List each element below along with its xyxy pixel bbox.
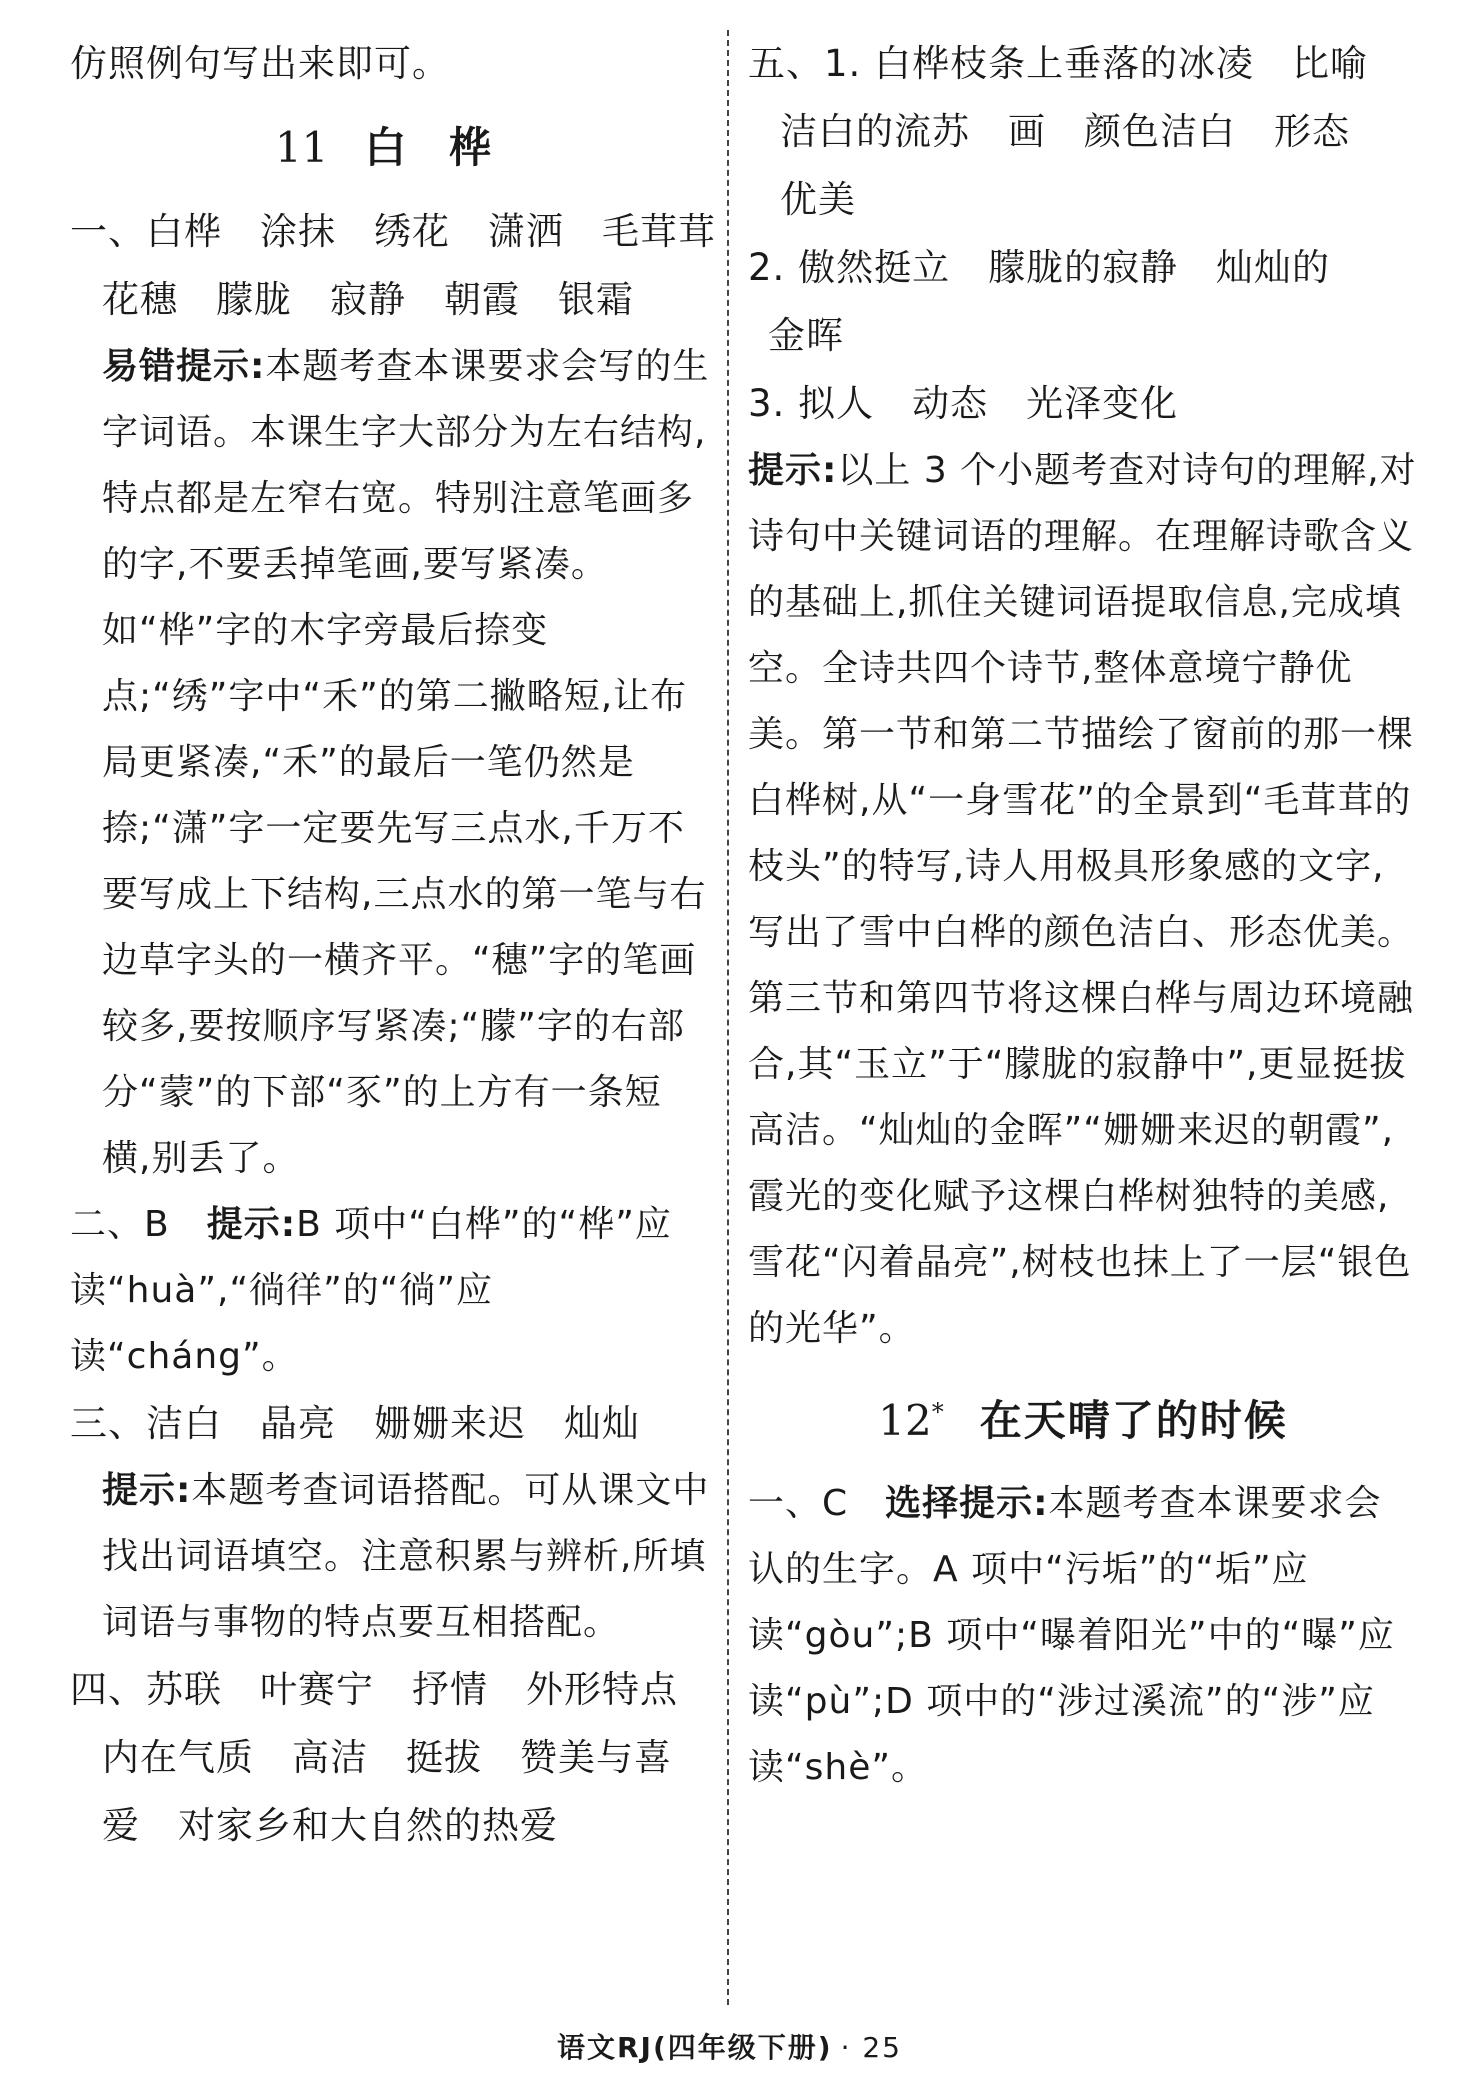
answer-prefix: 一、C <box>748 1483 886 1524</box>
answer-line: 金晖 <box>768 314 844 357</box>
lesson-star: * <box>931 1398 944 1426</box>
hint-label: 易错提示: <box>102 346 266 387</box>
page-number: · 25 <box>840 2031 902 2064</box>
question-12-1 <box>748 1471 1418 1801</box>
left-column <box>70 30 716 1860</box>
page-footer <box>0 2026 1459 2066</box>
answer-line: 三、洁白 晶亮 姗姗来迟 灿灿 <box>70 1402 640 1445</box>
question-2 <box>70 1192 710 1390</box>
answer-line: 3. 拟人 动态 光泽变化 <box>748 382 1179 425</box>
hint-label: 提示: <box>748 450 838 491</box>
lesson-number: 11 <box>274 123 329 172</box>
answer-prefix: 二、B <box>70 1204 207 1245</box>
lesson-12-title <box>748 1362 1418 1471</box>
answer-line: 洁白的流苏 画 颜色洁白 形态 <box>780 110 1350 153</box>
hint-text: 本题考查本课要求会写的生字词语。本课生字大部分为左右结构,特点都是左窄右宽。特别注意笔画多的字,不要丢掉笔画,要写紧凑。如“桦”字的木字旁最后捺变点;“绣”字中“禾”的第二撇略短,让布局更紧凑,“禾”的最后一笔仍然是捺;“潇”字一定要先写三点水,千万不要写成上下结构,三点水的第一笔与右边草字头的一横齐平。“穗”字的笔画较多,要按顺序写紧凑;“朦”字的右部分“蒙”的下部“豕”的上方有一条短横,别丢了。 <box>102 346 710 1179</box>
hint-paragraph <box>70 1458 710 1656</box>
column-divider <box>727 30 729 2005</box>
hint-text: 以上 3 个小题考查对诗句的理解,对诗句中关键词语的理解。在理解诗歌含义的基础上,抓住关键词语提取信息,完成填空。全诗共四个诗节,整体意境宁静优美。第一节和第二节描绘了窗前的那一棵白桦树,从“一身雪花”的全景到“毛茸茸的枝头”的特写,诗人用极具形象感的文字,写出了雪中白桦的颜色洁白、形态优美。第三节和第四节将这棵白桦与周边环境融合,其“玉立”于“朦胧的寂静中”,更显挺拔高洁。“灿灿的金晖”“姗姗来迟的朝霞”,霞光的变化赋予这棵白桦树独特的美感,雪花“闪着晶亮”,树枝也抹上了一层“银色的光华”。 <box>748 450 1417 1349</box>
question-1 <box>70 198 716 1192</box>
answer-line: 内在气质 高洁 挺拔 赞美与喜 <box>102 1736 672 1779</box>
question-3 <box>70 1390 710 1656</box>
answer-line: 2. 傲然挺立 朦胧的寂静 灿灿的 <box>748 246 1331 289</box>
answer-line: 优美 <box>780 178 856 221</box>
answer-line: 花穗 朦胧 寂静 朝霞 银霜 <box>102 278 634 321</box>
hint-label: 提示: <box>102 1470 192 1511</box>
book-label: 语文RJ(四年级下册) <box>556 2031 833 2064</box>
hint-paragraph <box>70 334 710 1192</box>
lesson-11-title <box>70 98 710 198</box>
answer-line: 爱 对家乡和大自然的热爱 <box>102 1804 558 1847</box>
lesson-name: 在天晴了的时候 <box>979 1396 1288 1445</box>
question-5 <box>748 30 1418 1362</box>
answer-line: 四、苏联 叶赛宁 抒情 外形特点 <box>70 1668 678 1711</box>
lesson-number <box>878 1396 943 1445</box>
hint-label: 选择提示: <box>885 1483 1049 1524</box>
answer-line: 五、1. 白桦枝条上垂落的冰凌 比喻 <box>748 42 1369 85</box>
hint-text: B 项中“白桦”的“桦”应读“huà”,“徜徉”的“徜”应读“cháng”。 <box>70 1204 672 1377</box>
lesson-name: 白 桦 <box>364 123 506 172</box>
hint-paragraph <box>748 438 1418 1362</box>
question-4 <box>70 1656 710 1860</box>
hint-text: 本题考查本课要求会认的生字。A 项中“污垢”的“垢”应读“gòu”;B 项中“曝着阳光”中的“曝”应读“pù”;D 项中的“涉过溪流”的“涉”应读“shè”。 <box>748 1483 1395 1788</box>
carryover-line: 仿照例句写出来即可。 <box>70 42 450 85</box>
hint-text: 本题考查词语搭配。可从课文中找出词语填空。注意积累与辨析,所填词语与事物的特点要互相搭配。 <box>102 1470 710 1643</box>
lesson-number-digits: 12 <box>878 1396 932 1445</box>
right-column <box>748 30 1418 1801</box>
hint-label: 提示: <box>206 1204 297 1245</box>
answer-line: 一、白桦 涂抹 绣花 潇洒 毛茸茸 <box>70 210 716 253</box>
